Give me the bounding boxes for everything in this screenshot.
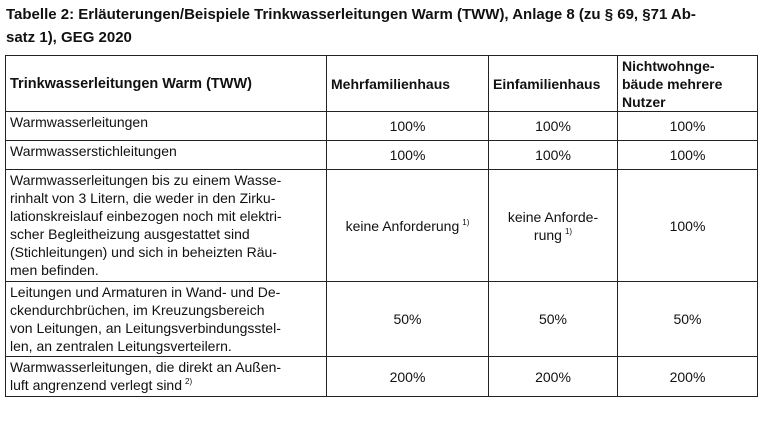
row-label: Warmwasserleitungen bis zu einem Wasse- rinhalt von 3 Litern, die weder in den Zirku- lationskreislauf einbezogen noch mit elektri- scher Begleitheizung ausgestattet sind (Stichleitungen) und sich in beheizten Räu- men befinden. [6, 170, 327, 282]
table-row [6, 357, 758, 397]
value-einfamilienhaus: 100% [489, 112, 618, 141]
header-nichtwohngebaeude [618, 56, 758, 112]
value-mehrfamilienhaus: 100% [327, 141, 489, 170]
table-caption [6, 3, 756, 49]
value-einfamilienhaus: keine Anforde- rung $^{1)}$ [489, 170, 618, 282]
header-nwg-line-2: bäude mehrere [622, 75, 723, 92]
footnote-marker: 1) [462, 217, 470, 227]
caption-line-2: satz 1), GEG 2020 [6, 29, 132, 46]
value-mehrfamilienhaus: 50% [327, 282, 489, 357]
header-mehrfamilienhaus: Mehrfamilienhaus [327, 56, 489, 112]
table-row [6, 141, 758, 170]
table-header-row [6, 56, 758, 112]
value-mehrfamilienhaus: 200% [327, 357, 489, 397]
value-einfamilienhaus: 50% [489, 282, 618, 357]
table-row [6, 282, 758, 357]
table-row [6, 170, 758, 282]
header-einfamilienhaus: Einfamilienhaus [489, 56, 618, 112]
caption-line-1: Tabelle 2: Erläuterungen/Beispiele Trinkwasserleitungen Warm (TWW), Anlage 8 (zu § 69, §71 Ab- [6, 6, 696, 23]
value-nichtwohngebaeude: 100% [618, 170, 758, 282]
footnote-marker: 2) [185, 377, 193, 386]
value-einfamilienhaus: 200% [489, 357, 618, 397]
value-nichtwohngebaeude: 50% [618, 282, 758, 357]
value-nichtwohngebaeude: 200% [618, 357, 758, 397]
row-label: Warmwasserleitungen [6, 112, 327, 141]
value-nichtwohngebaeude: 100% [618, 112, 758, 141]
value-mehrfamilienhaus: keine Anforderung $^{1)}$ [327, 170, 489, 282]
value-einfamilienhaus: 100% [489, 141, 618, 170]
header-nwg-line-1: Nichtwohnge- [622, 57, 715, 74]
header-nwg-line-3: Nutzer [622, 93, 666, 110]
row-label: Warmwasserstichleitungen [6, 141, 327, 170]
footnote-marker: 1) [564, 226, 573, 236]
header-tww: Trinkwasserleitungen Warm (TWW) [6, 56, 327, 112]
row-label: Warmwasserleitungen, die direkt an Außen- luft angrenzend verlegt sind $^{2)}$ [6, 357, 327, 397]
value-nichtwohngebaeude: 100% [618, 141, 758, 170]
table-row [6, 112, 758, 141]
tww-table [5, 55, 758, 397]
row-label: Leitungen und Armaturen in Wand- und De- ckendurchbrüchen, im Kreuzungsbereich von Leitungen, an Leitungsverbindungsstel- len, an zentralen Leitungsverteilern. [6, 282, 327, 357]
value-mehrfamilienhaus: 100% [327, 112, 489, 141]
